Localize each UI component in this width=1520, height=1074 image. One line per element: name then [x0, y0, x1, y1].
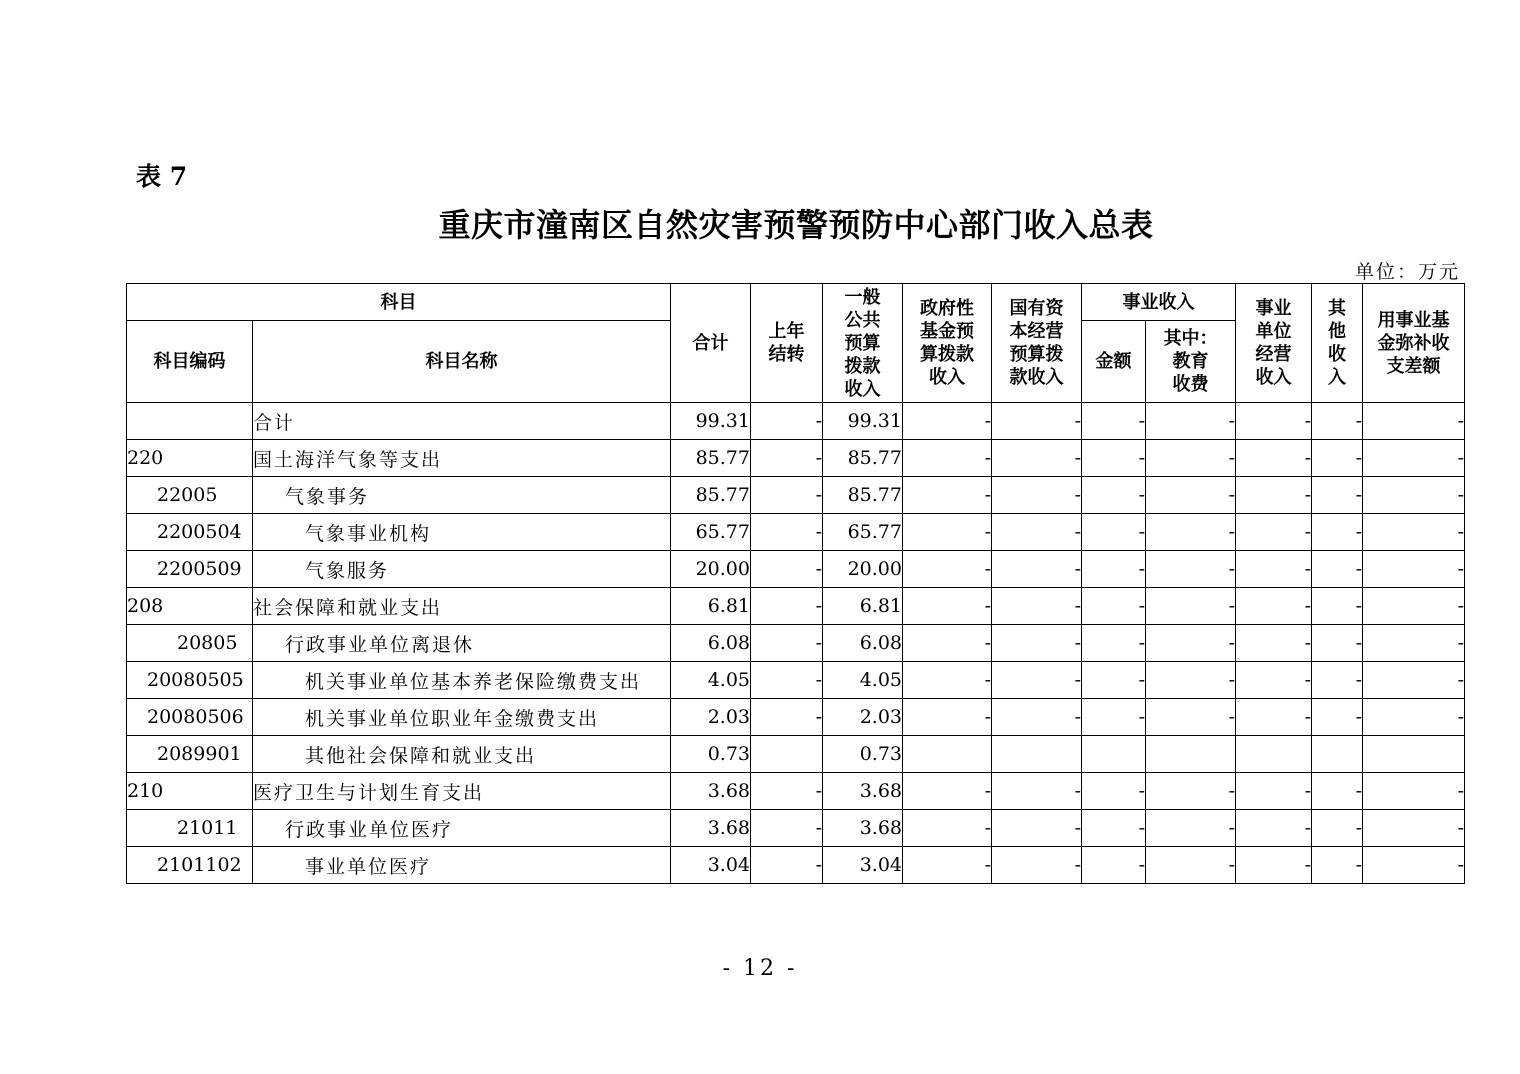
cell-gov-fund: -: [903, 551, 992, 588]
row-name: 国土海洋气象等支出: [253, 440, 671, 477]
header-gov-fund: 政府性 基金预 算拨款 收入: [903, 284, 992, 403]
cell-other-income: -: [1312, 625, 1363, 662]
cell-total: 65.77: [671, 514, 751, 551]
table-row: [127, 625, 1465, 662]
table-row: [127, 440, 1465, 477]
cell-total: 20.00: [671, 551, 751, 588]
header-subject-code: 科目编码: [127, 321, 253, 403]
cell-general-budget: 0.73: [823, 736, 903, 773]
row-name: 气象事业机构: [253, 514, 671, 551]
cell-state-capital: -: [992, 588, 1082, 625]
cell-carryover: -: [751, 810, 823, 847]
cell-education-fee: -: [1146, 810, 1236, 847]
cell-state-capital: -: [992, 773, 1082, 810]
cell-carryover: -: [751, 440, 823, 477]
row-code: 20080505: [127, 662, 253, 699]
header-total: 合计: [671, 284, 751, 403]
row-name: 行政事业单位医疗: [253, 810, 671, 847]
cell-carryover: -: [751, 625, 823, 662]
cell-state-capital: -: [992, 514, 1082, 551]
cell-balance-fund: -: [1363, 625, 1465, 662]
cell-education-fee: -: [1146, 847, 1236, 884]
cell-general-budget: 3.04: [823, 847, 903, 884]
header-education-fee: 其中： 教育 收费: [1146, 321, 1236, 403]
cell-amount: -: [1082, 847, 1146, 884]
cell-other-income: -: [1312, 403, 1363, 440]
cell-other-income: -: [1312, 588, 1363, 625]
cell-carryover: -: [751, 773, 823, 810]
cell-unit-operation: -: [1236, 403, 1312, 440]
cell-total: 6.08: [671, 625, 751, 662]
header-balance-fund: 用事业基 金弥补收 支差额: [1363, 284, 1465, 403]
cell-carryover: -: [751, 514, 823, 551]
cell-unit-operation: -: [1236, 477, 1312, 514]
cell-general-budget: 20.00: [823, 551, 903, 588]
cell-other-income: -: [1312, 477, 1363, 514]
cell-state-capital: -: [992, 662, 1082, 699]
row-name: 气象事务: [253, 477, 671, 514]
row-code: 20805: [127, 625, 253, 662]
row-name: 其他社会保障和就业支出: [253, 736, 671, 773]
cell-state-capital: [992, 736, 1082, 773]
cell-state-capital: -: [992, 551, 1082, 588]
cell-gov-fund: -: [903, 773, 992, 810]
cell-unit-operation: -: [1236, 588, 1312, 625]
unit-label: 单位：万元: [1354, 261, 1460, 283]
cell-other-income: -: [1312, 551, 1363, 588]
cell-gov-fund: -: [903, 403, 992, 440]
cell-other-income: -: [1312, 440, 1363, 477]
cell-education-fee: -: [1146, 403, 1236, 440]
header-other-income: 其 他 收 入: [1312, 284, 1363, 403]
cell-gov-fund: -: [903, 514, 992, 551]
cell-general-budget: 6.81: [823, 588, 903, 625]
cell-gov-fund: [903, 736, 992, 773]
cell-general-budget: 3.68: [823, 773, 903, 810]
cell-amount: -: [1082, 625, 1146, 662]
cell-education-fee: -: [1146, 440, 1236, 477]
row-name: 气象服务: [253, 551, 671, 588]
cell-other-income: [1312, 736, 1363, 773]
row-code: 208: [127, 588, 253, 625]
row-code: 220: [127, 440, 253, 477]
cell-unit-operation: -: [1236, 773, 1312, 810]
cell-amount: -: [1082, 477, 1146, 514]
cell-balance-fund: -: [1363, 810, 1465, 847]
cell-general-budget: 85.77: [823, 440, 903, 477]
cell-gov-fund: -: [903, 699, 992, 736]
cell-state-capital: -: [992, 625, 1082, 662]
row-code: 2089901: [127, 736, 253, 773]
header-subject: 科目: [127, 284, 671, 321]
cell-unit-operation: -: [1236, 810, 1312, 847]
header-state-capital: 国有资 本经营 预算拨 款收入: [992, 284, 1082, 403]
cell-total: 2.03: [671, 699, 751, 736]
cell-amount: -: [1082, 514, 1146, 551]
cell-balance-fund: -: [1363, 551, 1465, 588]
table-row: [127, 514, 1465, 551]
cell-amount: -: [1082, 551, 1146, 588]
cell-amount: -: [1082, 699, 1146, 736]
cell-education-fee: -: [1146, 662, 1236, 699]
cell-education-fee: -: [1146, 625, 1236, 662]
cell-education-fee: -: [1146, 477, 1236, 514]
table-row: [127, 810, 1465, 847]
cell-carryover: -: [751, 551, 823, 588]
cell-unit-operation: [1236, 736, 1312, 773]
header-carryover: 上年 结转: [751, 284, 823, 403]
cell-balance-fund: [1363, 736, 1465, 773]
row-name: 事业单位医疗: [253, 847, 671, 884]
cell-other-income: -: [1312, 514, 1363, 551]
cell-total: 85.77: [671, 440, 751, 477]
cell-unit-operation: -: [1236, 551, 1312, 588]
cell-general-budget: 65.77: [823, 514, 903, 551]
cell-gov-fund: -: [903, 847, 992, 884]
row-code: 21011: [127, 810, 253, 847]
cell-state-capital: -: [992, 440, 1082, 477]
cell-education-fee: -: [1146, 773, 1236, 810]
table-row: [127, 662, 1465, 699]
cell-total: 3.68: [671, 810, 751, 847]
cell-amount: -: [1082, 588, 1146, 625]
cell-education-fee: -: [1146, 551, 1236, 588]
cell-carryover: -: [751, 477, 823, 514]
cell-general-budget: 85.77: [823, 477, 903, 514]
cell-total: 0.73: [671, 736, 751, 773]
row-name: 机关事业单位基本养老保险缴费支出: [253, 662, 671, 699]
cell-carryover: -: [751, 662, 823, 699]
cell-state-capital: -: [992, 477, 1082, 514]
cell-unit-operation: -: [1236, 847, 1312, 884]
cell-state-capital: -: [992, 699, 1082, 736]
table-row: [127, 551, 1465, 588]
row-name: 医疗卫生与计划生育支出: [253, 773, 671, 810]
cell-other-income: -: [1312, 847, 1363, 884]
page-number: - 12 -: [722, 956, 798, 981]
cell-general-budget: 99.31: [823, 403, 903, 440]
table-row: [127, 699, 1465, 736]
row-name: 社会保障和就业支出: [253, 588, 671, 625]
cell-balance-fund: -: [1363, 477, 1465, 514]
cell-general-budget: 2.03: [823, 699, 903, 736]
table-row: [127, 847, 1465, 884]
cell-education-fee: -: [1146, 514, 1236, 551]
cell-general-budget: 4.05: [823, 662, 903, 699]
cell-balance-fund: -: [1363, 699, 1465, 736]
table-label: 表 7: [136, 162, 188, 191]
cell-gov-fund: -: [903, 440, 992, 477]
cell-total: 6.81: [671, 588, 751, 625]
cell-education-fee: [1146, 736, 1236, 773]
cell-carryover: [751, 736, 823, 773]
cell-other-income: -: [1312, 773, 1363, 810]
cell-general-budget: 6.08: [823, 625, 903, 662]
cell-unit-operation: -: [1236, 699, 1312, 736]
table-row: [127, 588, 1465, 625]
row-code: 2200504: [127, 514, 253, 551]
cell-balance-fund: -: [1363, 588, 1465, 625]
cell-state-capital: -: [992, 810, 1082, 847]
header-unit-operation: 事业 单位 经营 收入: [1236, 284, 1312, 403]
cell-gov-fund: -: [903, 662, 992, 699]
cell-carryover: -: [751, 588, 823, 625]
cell-balance-fund: -: [1363, 440, 1465, 477]
cell-amount: -: [1082, 662, 1146, 699]
cell-total: 85.77: [671, 477, 751, 514]
cell-gov-fund: -: [903, 588, 992, 625]
row-code: 20080506: [127, 699, 253, 736]
cell-gov-fund: -: [903, 810, 992, 847]
cell-other-income: -: [1312, 699, 1363, 736]
cell-unit-operation: -: [1236, 662, 1312, 699]
table-row: [127, 773, 1465, 810]
table-row: [127, 477, 1465, 514]
cell-state-capital: -: [992, 403, 1082, 440]
cell-other-income: -: [1312, 662, 1363, 699]
cell-state-capital: -: [992, 847, 1082, 884]
cell-general-budget: 3.68: [823, 810, 903, 847]
cell-amount: -: [1082, 440, 1146, 477]
table-row: [127, 403, 1465, 440]
header-general-budget: 一般 公共 预算 拨款 收入: [823, 284, 903, 403]
cell-amount: -: [1082, 773, 1146, 810]
cell-carryover: -: [751, 847, 823, 884]
cell-unit-operation: -: [1236, 514, 1312, 551]
cell-carryover: -: [751, 699, 823, 736]
cell-gov-fund: -: [903, 477, 992, 514]
table-row: [127, 736, 1465, 773]
document-title: 重庆市潼南区自然灾害预警预防中心部门收入总表: [438, 206, 1154, 244]
income-summary-table: [126, 283, 1465, 884]
row-code: 2200509: [127, 551, 253, 588]
cell-total: 3.04: [671, 847, 751, 884]
row-name: 机关事业单位职业年金缴费支出: [253, 699, 671, 736]
cell-total: 99.31: [671, 403, 751, 440]
cell-balance-fund: -: [1363, 514, 1465, 551]
row-code: [127, 403, 253, 440]
cell-education-fee: -: [1146, 699, 1236, 736]
cell-gov-fund: -: [903, 625, 992, 662]
header-subject-name: 科目名称: [253, 321, 671, 403]
cell-total: 4.05: [671, 662, 751, 699]
cell-amount: [1082, 736, 1146, 773]
header-business-income: 事业收入: [1082, 284, 1236, 321]
row-code: 210: [127, 773, 253, 810]
cell-amount: -: [1082, 810, 1146, 847]
cell-other-income: -: [1312, 810, 1363, 847]
row-name: 行政事业单位离退休: [253, 625, 671, 662]
cell-balance-fund: -: [1363, 847, 1465, 884]
cell-balance-fund: -: [1363, 403, 1465, 440]
header-amount: 金额: [1082, 321, 1146, 403]
cell-amount: -: [1082, 403, 1146, 440]
row-name: 合计: [253, 403, 671, 440]
cell-unit-operation: -: [1236, 625, 1312, 662]
cell-carryover: -: [751, 403, 823, 440]
cell-total: 3.68: [671, 773, 751, 810]
cell-balance-fund: -: [1363, 773, 1465, 810]
row-code: 22005: [127, 477, 253, 514]
cell-unit-operation: -: [1236, 440, 1312, 477]
cell-balance-fund: -: [1363, 662, 1465, 699]
cell-education-fee: -: [1146, 588, 1236, 625]
row-code: 2101102: [127, 847, 253, 884]
